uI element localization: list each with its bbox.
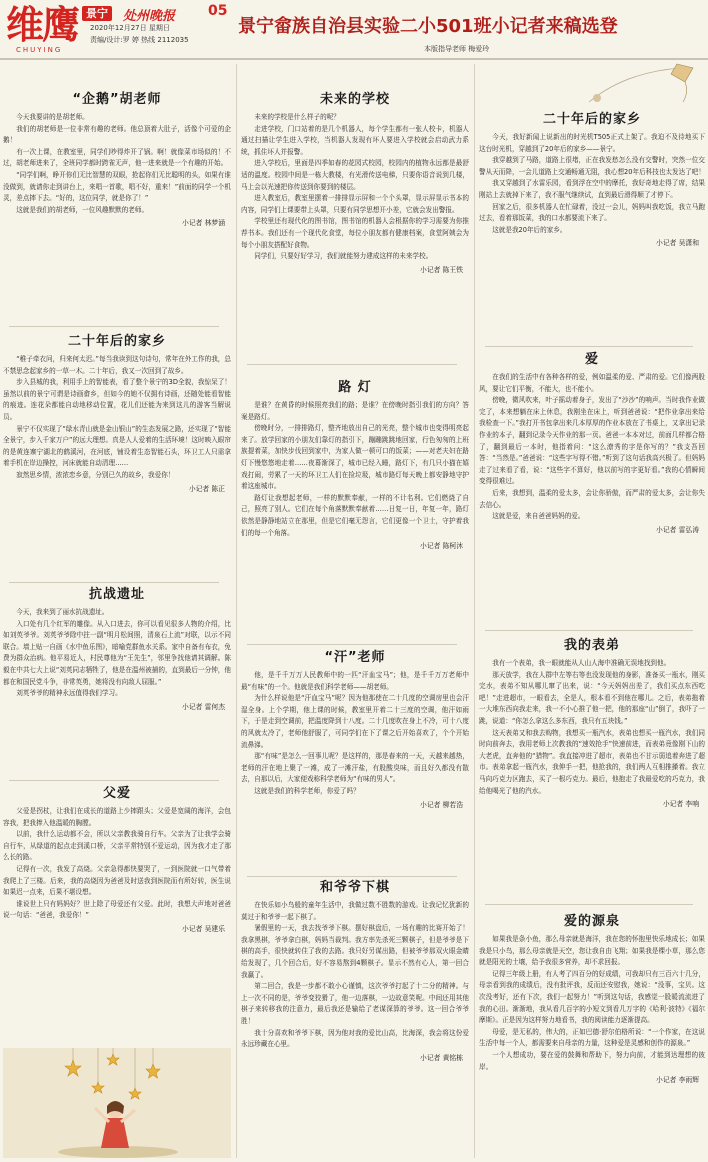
article-paragraph: 景宁不仅实现了“绿水青山就是金山银山”的生态发展之路，还实现了“智能全景宁，步入千家万户”的远大理想。真是人人爱着的生活环境！这时映入眼帘的是黄连寨宁湖北的鹤溪河，在河底，铺设着生态智能石头，环卫工人只需拿着手机在岸边操控，河床就能自动清理…… bbox=[3, 424, 231, 468]
article-penguin-teacher bbox=[3, 84, 231, 334]
issue-meta bbox=[90, 22, 189, 46]
article-title: 爱 bbox=[584, 352, 599, 367]
article-paragraph: 学校里还有现代化的图书馆，图书馆的机器人会根据你的学习需要为你推荐书本。我们还有一个现代化食堂，每位小朋友都有健康档案，食堂阿姨会为每个小朋友搭配好食物。 bbox=[241, 217, 469, 249]
article-paragraph: 记得三年级上册，有人考了四百分的好成绩，可我却只有三百六十几分，母亲看到我的成绩后，没有批评我，反而还安慰我，她说：“没事，宝贝。这次没考好，还有下次，我们一起努力！”听到这句话，我感觉一股暖流流进了我的心田。渐渐地，我从看几百字的小短文到看几万字的《哈利·波特》《福尔摩斯》。正是因为这样努力地看书，我的阅读能力逐渐提高。 bbox=[479, 969, 705, 1025]
article-title: “汗”老师 bbox=[324, 650, 386, 665]
article-body bbox=[3, 112, 231, 216]
article-title: 和爷爷下棋 bbox=[319, 880, 390, 895]
logo-subtext: CHUYING bbox=[16, 46, 63, 54]
article-title: 抗战遗址 bbox=[88, 587, 145, 602]
article-paragraph: 入口处有几个红军的雕像。从入口进去，你可以看见很多人物的介绍，比如刘英爷爷。刘英爷爷除中拄一副“明月松间照，清泉石上流”对联，以示不同联合。墙上贴一自画《水中鱼乐图》，暗喻党群鱼水关系。家中自备有布衣，免费为群众治病。他平易近人，村民尊他为“王先生”，邻里争找他请其调解。陈毅在中共七大上说“刘英同志牺牲了，他是在温州被捕的，直到最后一分钟，他都在和国民党斗争，非常英勇，她将没有向敌人屈服。” bbox=[3, 619, 231, 686]
girl-with-stars-illustration bbox=[3, 1048, 231, 1158]
editor-line: 责编/设计:罗 婷 热线 2112035 bbox=[90, 36, 189, 44]
article-paragraph: 我又穿越到了水雷乐园，看到浮在空中的摩托，我好奇地走得了席，结果刚站上去就掉下来了，我不服气继续试，直到最后滑得顺了才停下。 bbox=[479, 179, 705, 199]
article-byline: 小记者 吴潇和 bbox=[656, 239, 699, 248]
article-paragraph: 回家之后，很多机器人在忙碌着，没过一会儿，妈妈叫我吃饭，我立马跑过去，看着那饭菜，我的口水都要流下来了。 bbox=[479, 202, 705, 223]
article-byline: 小记者 黄铭栋 bbox=[420, 1053, 463, 1062]
article-paragraph: 这就是我20年后的家乡。 bbox=[492, 225, 567, 234]
article-source-of-love bbox=[479, 906, 705, 1158]
article-body bbox=[479, 934, 705, 1073]
article-paragraph: 记得有一次，我发了高烧。父亲急得都快要哭了，一到医院就一口气带着我爬上了三楼。后来，我的高烧因为爸爸及时送我到医院而有所好转，医生说如果迟一点来，后果不堪设想。 bbox=[3, 864, 231, 897]
region-badge: 景宁 bbox=[82, 6, 112, 21]
header-divider bbox=[0, 58, 708, 60]
article-paragraph: 那天放学，我在人群中左等右等也没发现他的身影，准备买一瓶水，刚买完水，表弟不知从哪儿窜了出来，说：“今天妈妈出差了，我们买点东西吃吧！”走进超市，一眼看去，全是人，根本看不到他在哪儿。之后，表弟拖着一大堆东西向我走来，我一不小心推了他一把，他的那座“山”倒了，我吓了一跳，说道：“你怎么拿这么多东西，我只有五块钱。” bbox=[479, 670, 705, 725]
article-byline: 小记者 李雨辉 bbox=[656, 1076, 699, 1085]
article-father-love bbox=[3, 778, 231, 1048]
article-paragraph: 进入学校后，里面是四季如春的花园式校园，校园内的植物永远都是最舒适的温度。校园中间是一栋大教楼，有光滑传送电梯，只要你语音说到几楼，马上会以光速把你传送到你要到的楼层。 bbox=[241, 159, 469, 191]
article-byline: 小记者 陈正 bbox=[188, 484, 225, 493]
column-middle bbox=[241, 64, 469, 1158]
article-byline: 小记者 李响 bbox=[662, 800, 699, 809]
article-paragraph: 暑假里的一天，我去找爷爷下棋。摆好棋盘后，一场有趣的比赛开始了！我拿黑棋，爷爷拿白棋，妈妈当裁判。我方率先杀死三颗棋子，但是爷爷是下棋的高手，很快就转住了我的去路。我只好另谋出路，但被爷爷那双火眼金睛给发现了，几个回合后，好不容易熬到4颗棋子。显示不然有心人，第一回合我赢了。 bbox=[241, 924, 469, 979]
article-body bbox=[241, 670, 469, 798]
article-paragraph: 我有一个表弟，我一眼就能从人山人海中准确无误地找到他。 bbox=[492, 659, 671, 667]
article-love bbox=[479, 344, 705, 656]
article-paragraph: 这就是爱，来自爸爸妈妈的爱。 bbox=[492, 512, 585, 521]
article-paragraph: 有一次上课，在教室里，同学们吵得炸开了锅。啊！就像菜市场似的！不过，胡老师进来了，全班同学都时跨雀无声，他一进来就是一个有趣的开始。 bbox=[3, 147, 231, 168]
article-hometown-time-machine bbox=[479, 104, 705, 344]
article-paragraph: 那“有味”是怎么一回事儿呢？是这样的，那是春来的一天，天越来越热，老师的汗在地上聚了一滩，成了一滩汗盐，有股酸臭味，而且好久都没有散去，自那以后，大家便戏称科学老师为“有味的男人”。 bbox=[241, 752, 469, 784]
article-title: 路 灯 bbox=[338, 380, 372, 395]
article-paragraph: 为什么样说他是“汗血宝马”呢？因为他那使在二十几度的空调房里也会汗湿全身。上个学期，他上课的时候，教室里开着二十三度的空调，他汗如雨下，于是走到空调前，把温度降到十八度。二十几度吹在身上不冷，可十八度的风就太冷了，老师他舒服了，可同学们在下了课之后开始喜欢了，个个开始流鼻涕。 bbox=[241, 694, 469, 749]
article-body bbox=[241, 112, 469, 263]
article-paragraph: 第二回合，我是一步都不敢小心谨慎，这次爷爷打起了十二分的精神。与上一次不同的是，爷爷变狡猾了，他一边落棋，一边故意笑呢。中间还用其他棋子来转移我的注意力，最后我还是输给了老谋深算的爷爷。这一回合爷爷胜！ bbox=[241, 982, 469, 1025]
article-paragraph: 今天，我来到了丽水抗战遗址。 bbox=[16, 608, 109, 616]
article-paragraph: 寂然思乡情，浓浓恋乡意，分别已久的故乡，我爱你！ bbox=[16, 470, 175, 479]
kite-illustration bbox=[585, 62, 705, 108]
article-paragraph: 这天表弟又和我去购物，我想买一瓶汽水，表弟也想买一瓶汽水，我们同时向前奔去，我用老师上次教我的“速效抢手”快速前进，而表弟竟像刚下山的大老虎，直奔他的“猎物”。我直接冲进了超市，表弟也不甘示弱追着奔进了超市。表弟拿起一瓶汽水，我伸手一把，他抢我的，我们两人互相推搡着。我立马向巧克力区跑去，买了一根巧克力。最后，他抱走了我最爱吃的巧克力，我给他喝光了他的汽水。 bbox=[479, 728, 705, 795]
article-paragraph: 我们的胡老师是一位非常有趣的老师。他总顶着大肚子，活像个可爱的企鹅！ bbox=[3, 124, 231, 145]
article-divider bbox=[485, 904, 693, 905]
article-byline: 小记者 柳若浩 bbox=[420, 800, 463, 809]
article-paragraph: 他，是千千万万人民教师中的一匹“汗血宝马”；他，是千千万万老师中最“有味”的一个。他就是我们科学老师——胡老师。 bbox=[241, 671, 469, 691]
article-paragraph: 在快乐如小鸟般的童年生活中，我做过数不胜数的游戏。让我记忆犹新的莫过于和爷爷一起下棋了。 bbox=[241, 901, 469, 921]
article-hometown-20-years bbox=[3, 326, 231, 591]
article-paragraph: 今天，我好新闻上说新出的时光机T505正式上架了。我迫不及待地买下这台时光机，穿越到了20年后的家乡——景宁。 bbox=[479, 133, 705, 153]
article-paragraph: 母爱，是无私的，伟大的，正如巴德·舒尔伯格所说：“一个作家，在这说生活中每一个人，都需要来自母亲的力量，这种爱是灵感和创作的源泉。” bbox=[479, 1027, 705, 1048]
article-title: 爱的源泉 bbox=[563, 914, 620, 929]
column-divider bbox=[474, 64, 475, 1158]
article-title: 父爱 bbox=[102, 786, 131, 801]
article-title: 未来的学校 bbox=[319, 92, 390, 107]
article-body bbox=[241, 900, 469, 1051]
article-title: “企鹅”胡老师 bbox=[72, 92, 162, 107]
article-paragraph: 后来，我想到，温柔的爱太多，会让你骄傲，而严肃的爱太多，会让你失去信心。 bbox=[479, 488, 705, 509]
article-my-cousin bbox=[479, 630, 705, 906]
column-divider bbox=[236, 64, 237, 1158]
article-paragraph: 步入县城的我，利用手上的智能表，看了整个景宁的3D全貌，我惊呆了！虽然以前的景宁可谓是诗画畲乡，但如今的她不仅拥有诗画，还随处能看智能的痕迹。连花朵都能自动地移动位置，花儿们还能为来到这儿的游客当解说员。 bbox=[3, 378, 231, 421]
page-number: 05 bbox=[208, 3, 228, 19]
article-body bbox=[241, 400, 469, 539]
page-title: 景宁畲族自治县实验二小501班小记者来稿选登 bbox=[238, 16, 618, 37]
article-paragraph: 路灯让我想起老师，一样的默默奉献，一样的不计名利。它们燃烧了自己，照亮了别人。它们在每个角落默默奉献着……日复一日，年复一年，路灯依然是静静地站立在那里，但是它们毫无怨言，它们更像一个卫士，守护着我们的每一个角落。 bbox=[241, 493, 469, 537]
article-chess-with-grandpa bbox=[241, 872, 469, 1158]
article-paragraph: “稚子牵衣问，归来何太迟。”每当我读到这句诗句，常年在外工作的我，总不禁思念起家乡的一草一木。二十年后，我又一次回到了故乡。 bbox=[3, 355, 231, 375]
newspaper-name: 处州晚报 bbox=[123, 9, 176, 24]
issue-date: 2020年12月27日 星期日 bbox=[90, 24, 170, 32]
article-paragraph: 未来的学校是什么样子的呢？ bbox=[254, 113, 340, 121]
article-paragraph: 以前，我什么运动都不会，所以父亲教我骑自行车。父亲为了让我学会骑自行车，从绿道的起点走到溪口桥，父亲平常特别不爱运动，因为我才走了那么长的路。 bbox=[3, 830, 231, 862]
article-paragraph: 谁说世上只有妈妈好？世上除了母爱还有父爱。此时，我想大声地对爸爸说一句话：“爸爸，我爱你！” bbox=[3, 899, 231, 920]
article-body bbox=[3, 607, 231, 700]
article-paragraph: 这就是我们的科学老师，你爱了吗？ bbox=[254, 786, 360, 795]
article-body bbox=[479, 132, 705, 236]
article-streetlight bbox=[241, 372, 469, 607]
article-body bbox=[3, 806, 231, 922]
article-byline: 小记者 林梦涵 bbox=[182, 219, 225, 228]
article-paragraph: 今天我要讲的是胡老师。 bbox=[16, 113, 89, 121]
article-body bbox=[479, 658, 705, 797]
article-paragraph: 这就是我们的胡老师，一位风趣默默的老师。 bbox=[16, 205, 149, 214]
article-paragraph: 是谁？在黄昏的时候照亮我们的路；是谁？在傍晚时指引我们的方向？答案是路灯。 bbox=[241, 401, 469, 421]
article-paragraph: 在我们的生活中有各种各样的爱，例如温柔的爱、严肃的爱。它们像两股风，要让它们平衡，不能大，也不能小。 bbox=[479, 373, 705, 393]
article-paragraph: 我十分喜欢和爷爷下棋，因为他对我的爱比山高，比海深，我会将这份爱永远珍藏在心里。 bbox=[241, 1028, 469, 1049]
article-title: 二十年后的家乡 bbox=[67, 334, 166, 349]
article-body bbox=[479, 372, 705, 523]
article-paragraph: 傍晚时分，一排排路灯，整齐地放出自己的光亮，整个城市也变得明亮起来了。放学回家的小朋友们靠灯的指引下，蹦蹦跳跳地回家，行色匆匆的上班族提着菜，加快步伐回到家中，为家人做一顿可口的饭菜；——对老夫妇在路灯下慢悠悠地走着……夜幕渐深了，城市已经入睡，路灯下，有几只小猫在嬉戏打闹，劳累了一天的环卫工人们在捡垃圾，城市路灯每天晚上都安静地守护着这座城市。 bbox=[241, 424, 469, 491]
article-paragraph: 父爱是拐杖，让我们在成长的道路上少摔跟头；父爱是宽阔的海洋，会包容我，把我捧入他温暖的胸膛。 bbox=[3, 807, 231, 827]
article-title: 二十年后的家乡 bbox=[542, 112, 641, 127]
article-sweat-teacher bbox=[241, 642, 469, 892]
article-byline: 小记者 雷何杰 bbox=[182, 702, 225, 711]
article-byline: 小记者 陈王铁 bbox=[420, 265, 463, 274]
column-right bbox=[479, 64, 705, 1158]
article-divider bbox=[247, 364, 457, 365]
article-paragraph: 走进学校，门口站着的是几个机器人，每个学生都有一张人校卡，机器人通过扫描让学生进入学校，当机器人发现有坏人要进入学校就会启动武力系统，抓住坏人并报警。 bbox=[241, 124, 469, 156]
article-paragraph: 同学们，只要好好学习，我们就能努力建成这样的未来学校。 bbox=[254, 252, 433, 261]
article-future-school bbox=[241, 84, 469, 359]
article-byline: 小记者 雷弘涛 bbox=[656, 525, 699, 534]
column-left bbox=[3, 64, 231, 1158]
article-body bbox=[3, 354, 231, 482]
logo-text: 维鹰 bbox=[6, 2, 79, 47]
article-paragraph: 傍晚，微风吹来，叶子摇动着身子，发出了“沙沙”的响声。当时我作业做完了，本来想躺在床上休息，我刚坐在床上，听到爸爸说：“把作业拿出来给我检查一下。”我打开书包拿出来几本厚厚的作业本放在了书桌上，又拿出记录作业的本子，翻到记录今天作业的那一页。爸爸一本本对过，前面几样都合格了，翻到最后一本时，他指着问：“这么潦秀的字是你写的？”我支吾回答：“当然是。”爸爸说：“这些字写得不错。”听到了这句话我高兴极了。但妈妈走了过来看了看，说：“这些字不算好，他以前写的字更好看。”我的心情瞬间变得很难过。 bbox=[479, 396, 705, 486]
article-paragraph: “同学们啊，睁开你们无比智慧的双眼，抢起你们无比聪明的头，如果有谁没做到，就请你走到讲台上，来唱一首歌，唱不好，重来！”前面的同学一个机灵，差点摔下去。“好的，这位同学，就是你了！” bbox=[3, 170, 231, 203]
article-paragraph: 刘英爷爷的精神永远值得我们学习。 bbox=[16, 689, 122, 698]
article-paragraph: 如果我是条小鱼，那么母亲就是海洋，我在您的怀抱里快乐地成长；如果我是只小鸟，那么母亲就是天空，您让我自由飞翔；如果我是棵小草，那么您就是阳光的土壤，给予我很多营养，却不求回报。 bbox=[479, 935, 705, 967]
article-war-site bbox=[3, 579, 231, 779]
advisor-line: 本版指导老师 梅爱玲 bbox=[424, 45, 490, 53]
article-paragraph: 一个人想成功，要在爱的鼓舞和帮助下，努力向前，才能到达理想的彼岸。 bbox=[479, 1050, 705, 1071]
article-byline: 小记者 陈柯沐 bbox=[420, 542, 463, 551]
article-title: 我的表弟 bbox=[563, 638, 620, 653]
article-paragraph: 我穿越到了马路，道路上很堵，正在我发愁怎么没有交警时，突然一位交警从天而降，一会儿道路上交通畅通无阻，我心想20年后科技也太发达了吧！ bbox=[479, 156, 705, 176]
article-byline: 小记者 吴建乐 bbox=[182, 924, 225, 933]
article-paragraph: 进入教室后，教室里摆着一排排显示屏和一个个头罩，显示屏显示书本的内容，同学们上课要带上头罩，只要有同学思想开小差，它就会发出警报。 bbox=[241, 194, 469, 214]
